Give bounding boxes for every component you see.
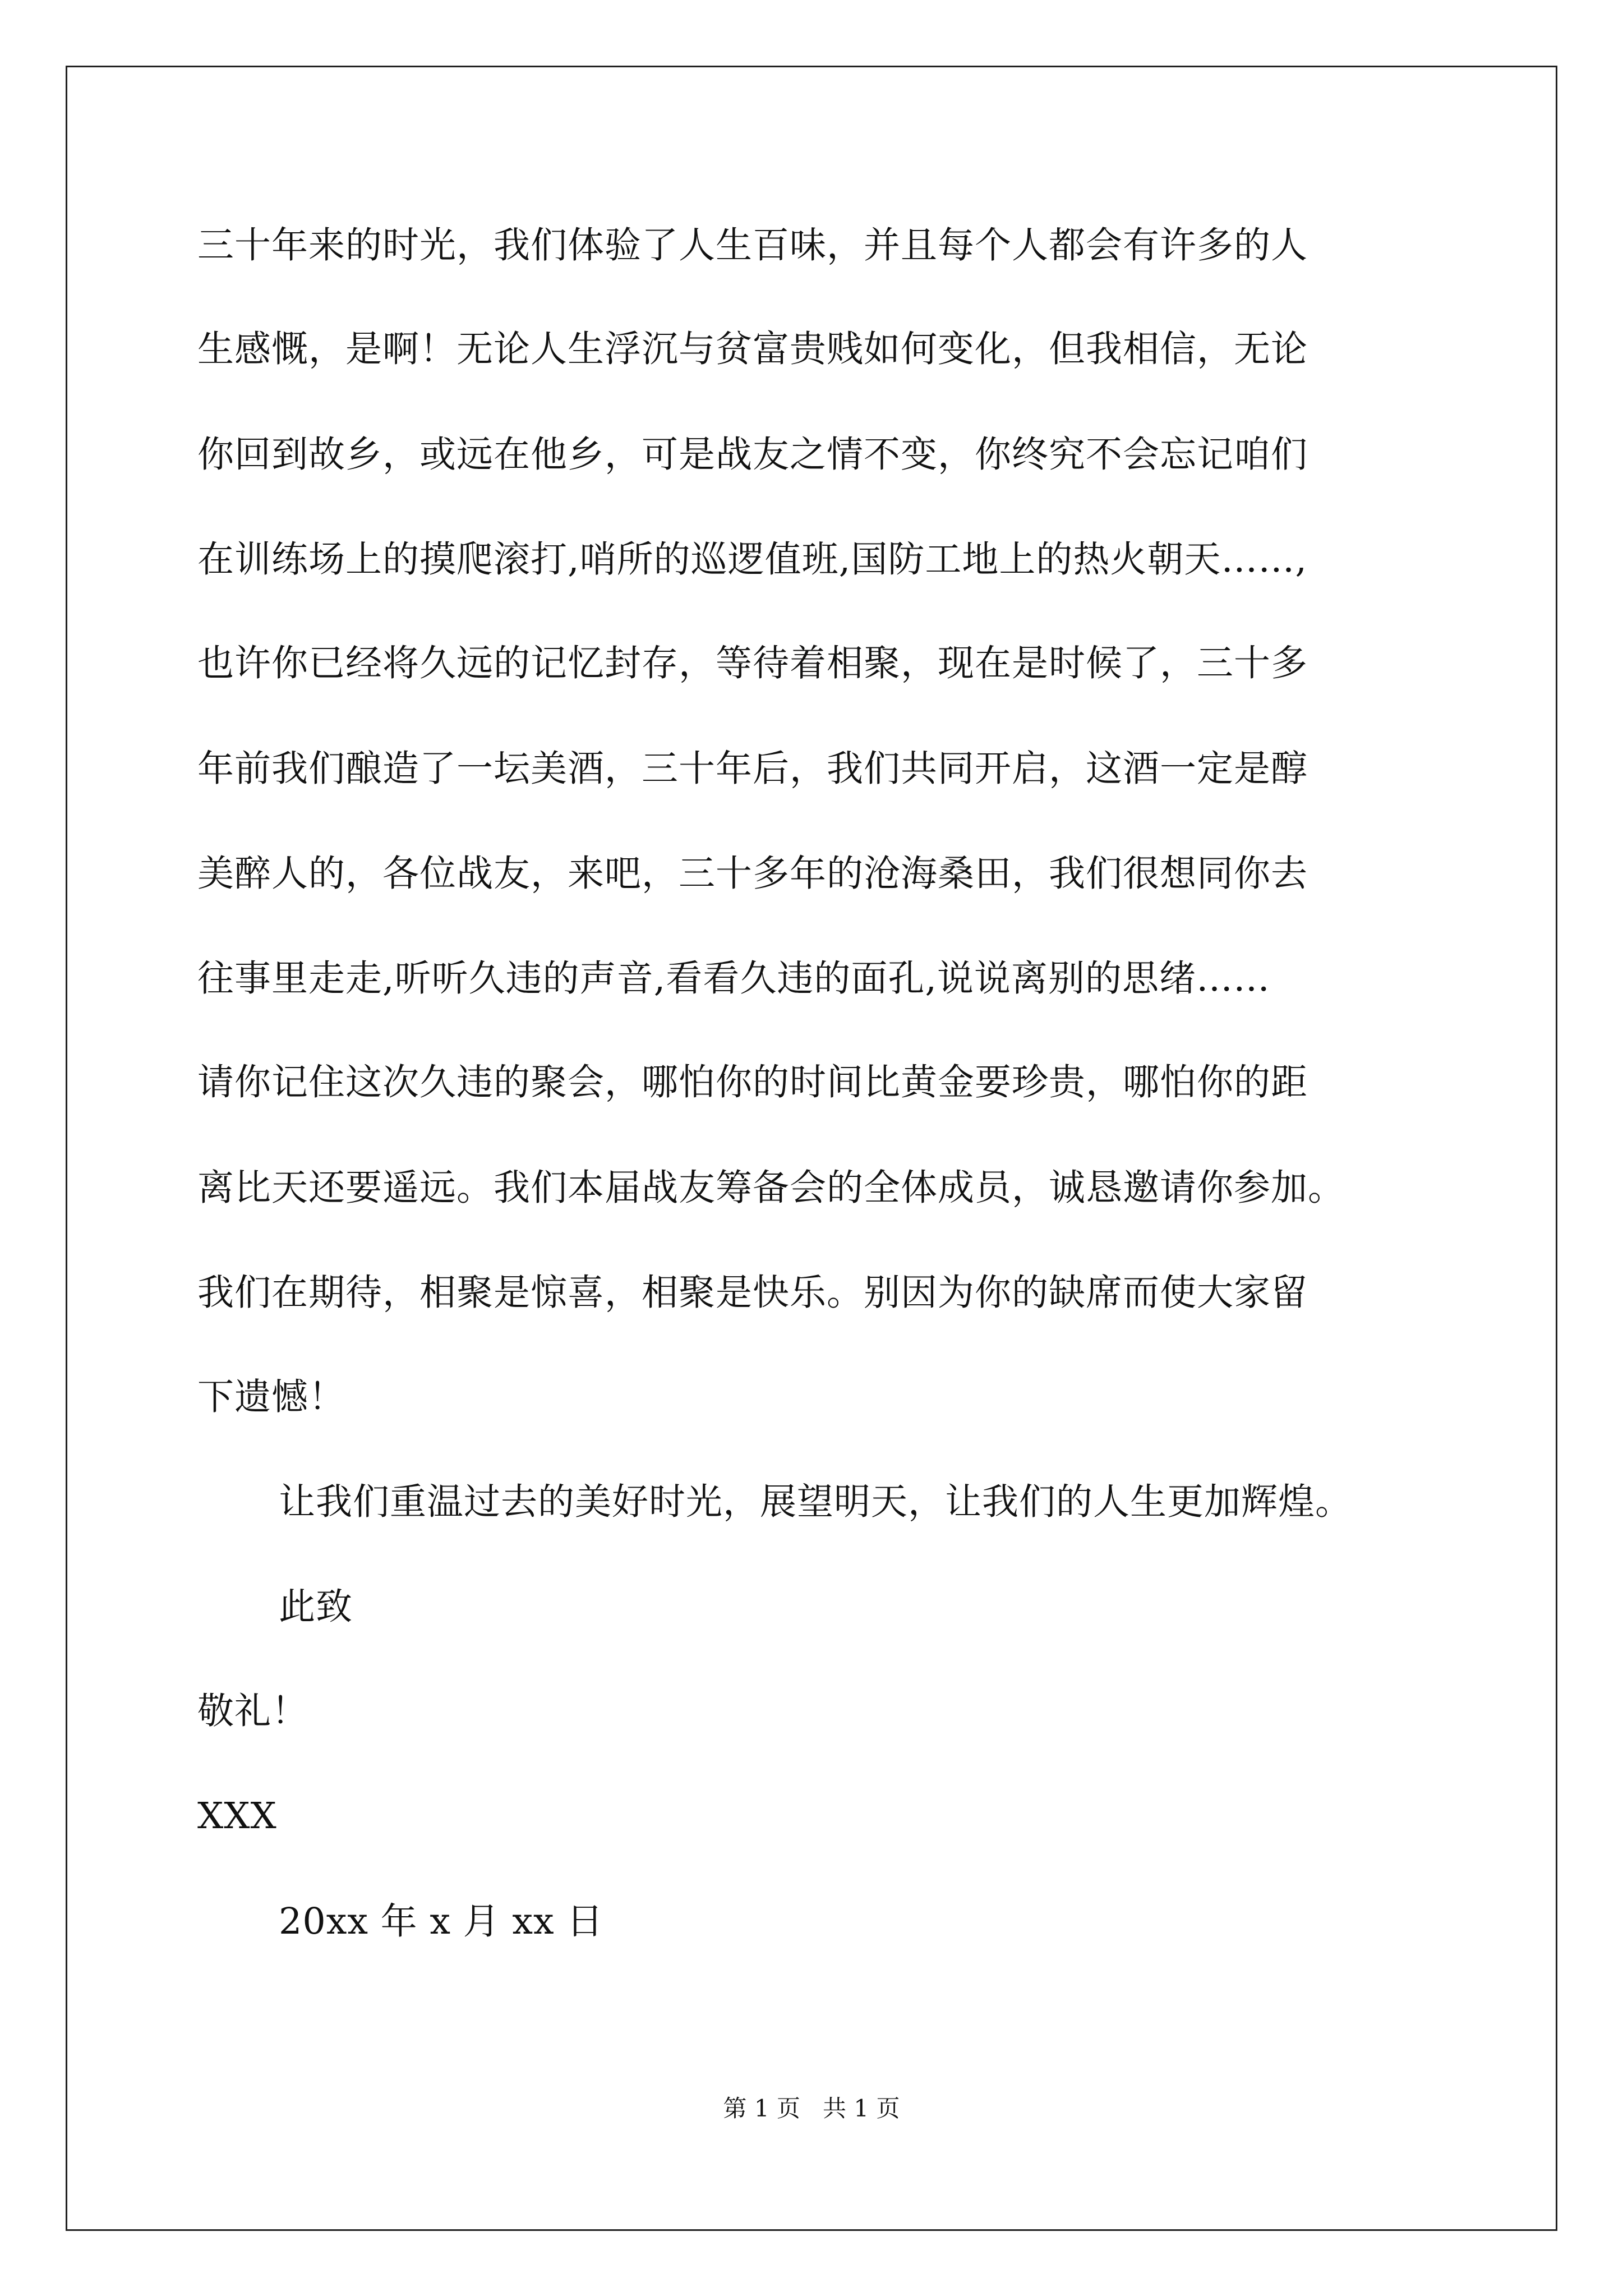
body-line-3: 你回到故乡，或远在他乡，可是战友之情不变，你终究不会忘记咱们 (197, 434, 1308, 476)
salutation-cizhi: 此致 (279, 1586, 353, 1628)
body-line-5: 也许你已经将久远的记忆封存，等待着相聚，现在是时候了，三十多 (197, 642, 1308, 684)
body-line-1: 三十年来的时光，我们体验了人生百味，并且每个人都会有许多的人 (197, 224, 1308, 266)
body-line-7: 美醉人的，各位战友，来吧，三十多年的沧海桑田，我们很想同你去 (197, 853, 1308, 895)
body-line-6: 年前我们酿造了一坛美酒，三十年后，我们共同开启，这酒一定是醇 (197, 748, 1308, 790)
body-line-4: 在训练场上的摸爬滚打,哨所的巡逻值班,国防工地上的热火朝天……, (197, 539, 1307, 581)
body-line-11: 我们在期待，相聚是惊喜，相聚是快乐。别因为你的缺席而使大家留 (197, 1272, 1308, 1314)
body-line-9: 请你记住这次久违的聚会，哪怕你的时间比黄金要珍贵，哪怕你的距 (197, 1061, 1308, 1103)
body-line-12: 下遗憾！ (197, 1376, 346, 1418)
body-line-8: 往事里走走,听听久违的声音,看看久违的面孔,说说离别的思绪…… (197, 958, 1270, 1000)
body-line-10: 离比天还要遥远。我们本届战友筹备会的全体成员，诚恳邀请你参加。 (197, 1167, 1345, 1209)
signature: XXX (197, 1795, 277, 1837)
salutation-jingli: 敬礼！ (197, 1690, 309, 1732)
body-line-2: 生感慨，是啊！无论人生浮沉与贫富贵贱如何变化，但我相信，无论 (197, 328, 1308, 370)
letter-date: 20xx 年 x 月 xx 日 (279, 1901, 604, 1943)
closing-paragraph: 让我们重温过去的美好时光，展望明天，让我们的人生更加辉煌。 (279, 1481, 1353, 1523)
page-footer: 第 1 页 共 1 页 (723, 2095, 900, 2122)
